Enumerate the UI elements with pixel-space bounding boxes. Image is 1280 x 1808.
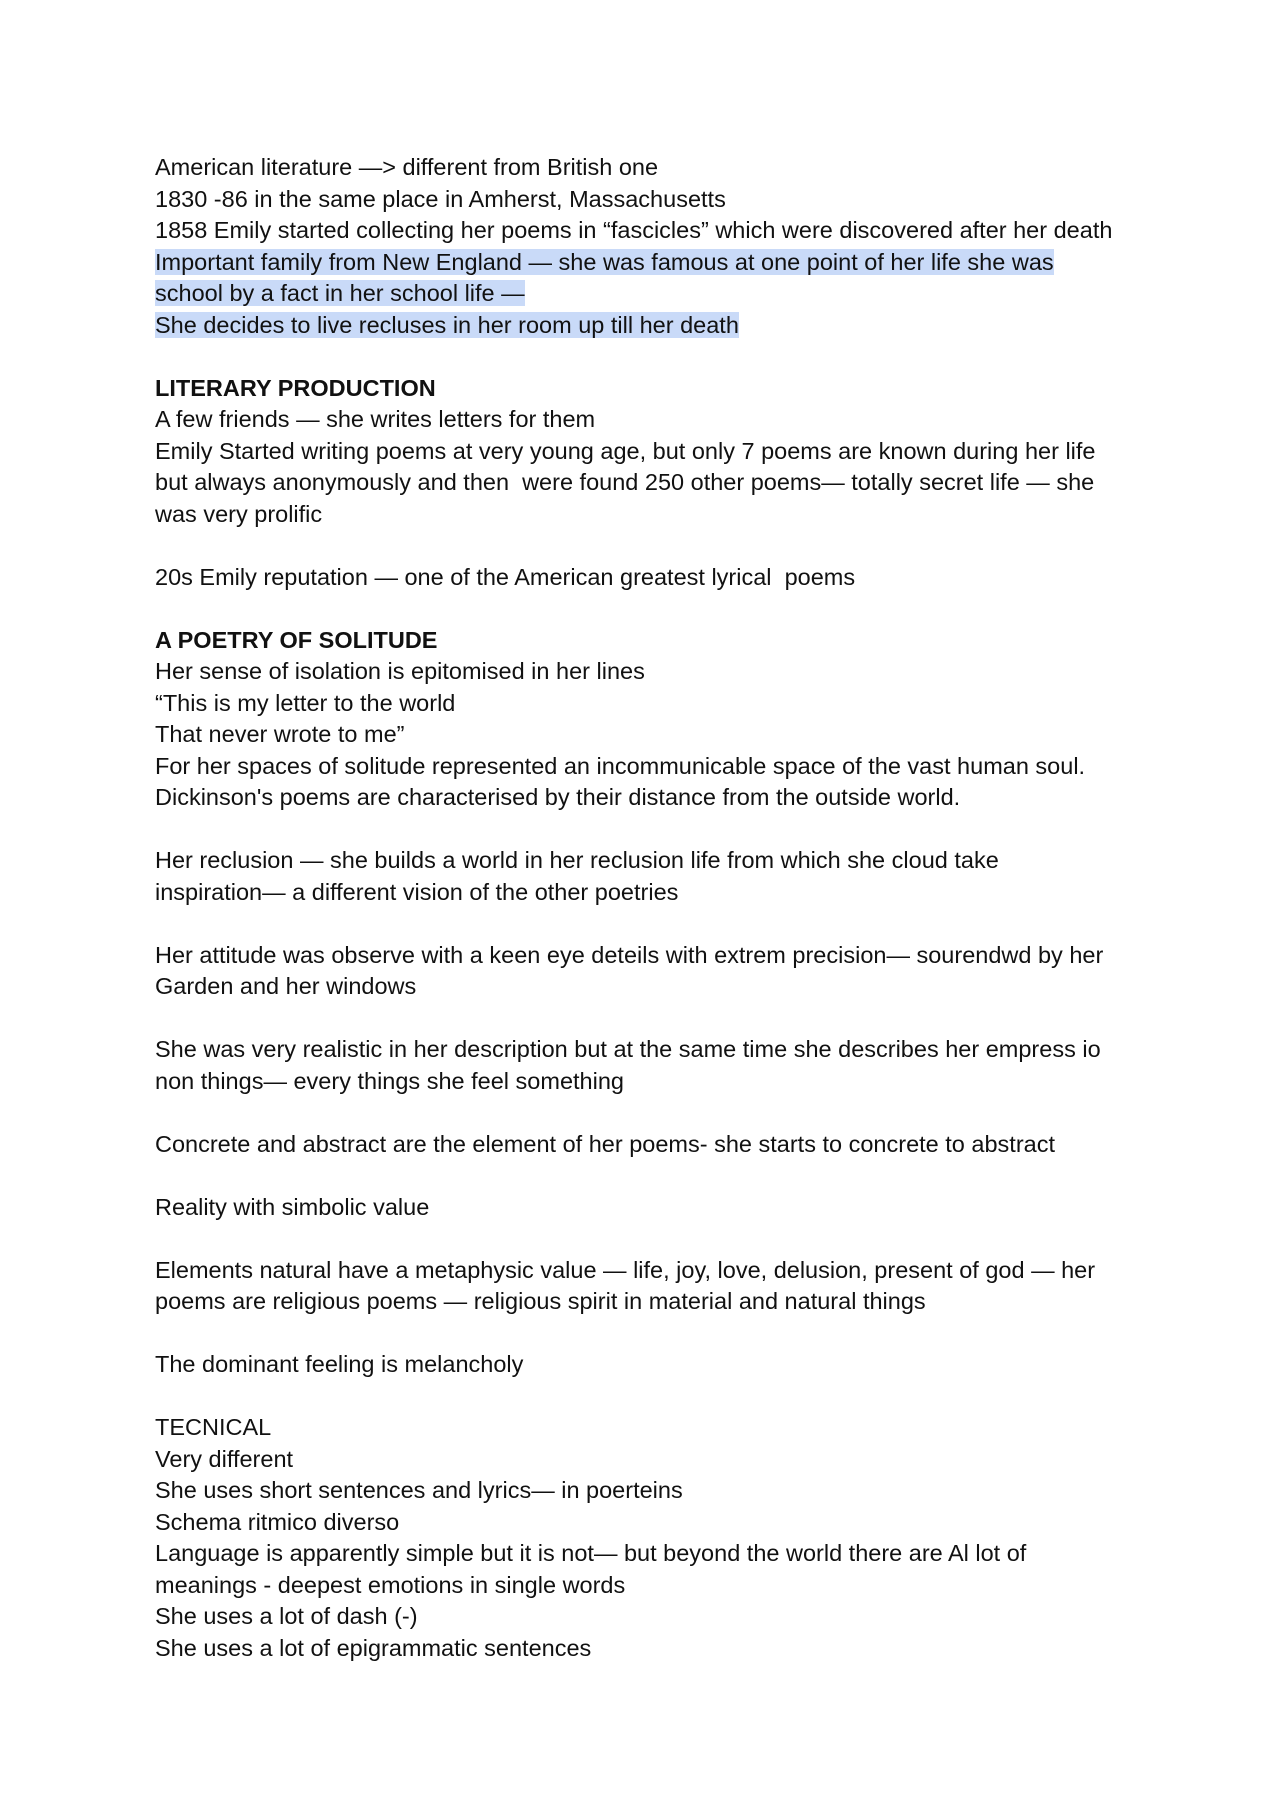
highlighted-text: school by a fact in her school life — <box>155 280 525 306</box>
text-line: Emily Started writing poems at very young age, but only 7 poems are known during her life <box>155 437 1096 464</box>
text-line: was very prolific <box>155 500 323 527</box>
text-line: Her reclusion — she builds a world in her reclusion life from which she cloud take <box>155 847 999 873</box>
text-line: 1858 Emily started collecting her poems in “fascicles” which were discovered after her death <box>155 217 1113 243</box>
text-line: Language is apparently simple but it is not— but beyond the world there are Al lot of <box>155 1540 1027 1566</box>
blank-line <box>155 341 1155 373</box>
document-page <box>155 152 1155 1664</box>
blank-line <box>155 1223 1155 1255</box>
text-line: She was very realistic in her description but at the same time she describes her empress io <box>155 1036 1101 1062</box>
quote-line: That never wrote to me” <box>155 721 405 747</box>
highlighted-text: She decides to live recluses in her room up till her death <box>155 311 739 338</box>
blank-line <box>155 530 1155 562</box>
blank-line <box>155 1381 1155 1413</box>
text-line: 20s Emily reputation — one of the American greatest lyrical poems <box>155 563 856 590</box>
text-line: inspiration— a different vision of the other poetries <box>155 878 679 905</box>
text-line: She uses a lot of dash (-) <box>155 1603 418 1629</box>
text-line: meanings - deepest emotions in single words <box>155 1571 626 1598</box>
text-line: Her attitude was observe with a keen eye deteils with extrem precision— sourendwd by her <box>155 941 1104 968</box>
blank-line <box>155 814 1155 846</box>
section-heading-poetry-of-solitude: A POETRY OF SOLITUDE <box>155 626 438 653</box>
text-line: American literature —> different from British one <box>155 154 659 180</box>
section-heading-literary-production: LITERARY PRODUCTION <box>155 374 436 401</box>
quote-line: “This is my letter to the world <box>155 689 456 716</box>
text-line: Reality with simbolic value <box>155 1193 430 1220</box>
blank-line <box>155 1097 1155 1129</box>
text-line: For her spaces of solitude represented an incommunicable space of the vast human soul. <box>155 752 1086 779</box>
text-line: poems are religious poems — religious spirit in material and natural things <box>155 1288 926 1314</box>
text-line: Schema ritmico diverso <box>155 1508 400 1535</box>
text-line: The dominant feeling is melancholy <box>155 1351 524 1377</box>
text-line: Very different <box>155 1445 294 1472</box>
text-line: 1830 -86 in the same place in Amherst, Massachusetts <box>155 185 726 212</box>
highlighted-line <box>155 310 1155 342</box>
highlighted-line <box>155 278 1155 310</box>
text-line: She uses short sentences and lyrics— in poerteins <box>155 1477 683 1503</box>
text-line: Dickinson's poems are characterised by their distance from the outside world. <box>155 784 961 810</box>
highlighted-line <box>155 247 1155 279</box>
text-line: non things— every things she feel something <box>155 1067 624 1094</box>
blank-line <box>155 908 1155 940</box>
text-line: Her sense of isolation is epitomised in her lines <box>155 658 645 684</box>
text-line: but always anonymously and then were found 250 other poems— totally secret life — she <box>155 469 1095 495</box>
text-line: Garden and her windows <box>155 973 417 999</box>
text-line: She uses a lot of epigrammatic sentences <box>155 1634 592 1661</box>
blank-line <box>155 1318 1155 1350</box>
text-line: A few friends — she writes letters for them <box>155 406 596 432</box>
blank-line <box>155 1003 1155 1035</box>
text-line: Elements natural have a metaphysic value — life, joy, love, delusion, present of god — her <box>155 1256 1096 1283</box>
section-heading-technical: TECNICAL <box>155 1414 272 1440</box>
text-line: Concrete and abstract are the element of her poems- she starts to concrete to abstract <box>155 1130 1055 1157</box>
blank-line <box>155 593 1155 625</box>
blank-line <box>155 1160 1155 1192</box>
highlighted-text: Important family from New England — she was famous at one point of her life she was <box>155 248 1054 275</box>
